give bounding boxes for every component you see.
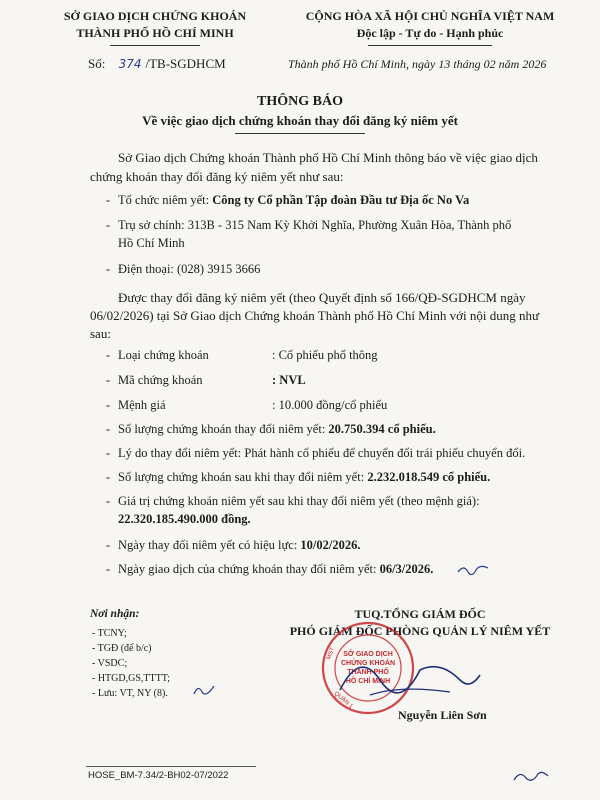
- total-qty-label: Số lượng chứng khoán sau khi thay đổi niêm yết:: [118, 470, 365, 484]
- hq-line-2: Hồ Chí Minh: [118, 236, 185, 250]
- trading-label: Ngày giao dịch của chứng khoán thay đổi niêm yết:: [118, 562, 377, 576]
- total-quantity-row: - Số lượng chứng khoán sau khi thay đổi niêm yết: 2.232.018.549 cổ phiếu.: [106, 470, 491, 484]
- reason-row: - Lý do thay đổi niêm yết: Phát hành cổ phiếu để chuyển đổi trái phiếu chuyển đổi.: [106, 446, 526, 460]
- svg-text:MST: MST: [326, 646, 337, 661]
- effective-value: 10/02/2026.: [300, 538, 361, 552]
- org-line-2: THÀNH PHỐ HỒ CHÍ MINH: [76, 26, 234, 40]
- decision-line-1: Được thay đổi đăng ký niêm yết (theo Quyết định số 166/QĐ-SGDHCM ngày: [118, 290, 526, 305]
- trading-value: 06/3/2026.: [379, 562, 434, 576]
- form-code: HOSE_BM-7.34/2-BH02-07/2022: [88, 770, 229, 781]
- security-type-row: - Loại chứng khoán: [106, 348, 209, 362]
- recipients-title: Nơi nhận:: [90, 608, 140, 620]
- number-suffix: /TB-SGDHCM: [145, 56, 226, 71]
- effective-label: Ngày thay đổi niêm yết có hiệu lực:: [118, 538, 298, 552]
- par-value: : 10.000 đồng/cổ phiếu: [272, 398, 388, 412]
- recipient-item: - TGĐ (để b/c): [92, 643, 152, 654]
- initials-mark: [456, 562, 490, 578]
- place-date: Thành phố Hồ Chí Minh, ngày 13 tháng 02 năm 2026: [288, 57, 547, 71]
- recipient-item: - Lưu: VT, NY (8).: [92, 688, 168, 699]
- type-label: Loại chứng khoán: [118, 348, 209, 362]
- nation-header: [280, 8, 580, 42]
- footer-rule: [86, 766, 256, 767]
- par-value-row: - Mệnh giá: [106, 398, 166, 412]
- recipient-item: - VSDC;: [92, 658, 128, 669]
- type-value: : Cổ phiếu phổ thông: [272, 348, 378, 362]
- archive-initials-mark: [192, 682, 216, 698]
- signature-line-2: PHÓ GIÁM ĐỐC PHÒNG QUẢN LÝ NIÊM YẾT: [289, 624, 551, 638]
- security-code-row: - Mã chứng khoán: [106, 373, 203, 387]
- trading-date-row: - Ngày giao dịch của chứng khoán thay đổi niêm yết: 06/3/2026.: [106, 562, 434, 576]
- listed-value-row: - Giá trị chứng khoán niêm yết sau khi thay đổi niêm yết (theo mệnh giá):: [106, 494, 480, 508]
- reason-value: Phát hành cổ phiếu để chuyển đổi trái phiếu chuyển đổi.: [244, 446, 526, 460]
- changed-qty-label: Số lượng chứng khoán thay đổi niêm yết:: [118, 422, 326, 436]
- handwritten-signature: [330, 640, 490, 710]
- decision-line-3: sau:: [90, 326, 111, 341]
- listed-value-label: Giá trị chứng khoán niêm yết sau khi thay đổi niêm yết (theo mệnh giá):: [118, 494, 480, 508]
- recipient-item: - TCNY;: [92, 628, 127, 639]
- phone-text: Điện thoại: (028) 3915 3666: [118, 262, 261, 276]
- hq-line-1: Trụ sở chính: 313B - 315 Nam Kỳ Khởi Nghĩa, Phường Xuân Hòa, Thành phố: [118, 218, 512, 232]
- nation-line-2: Độc lập - Tự do - Hạnh phúc: [356, 26, 504, 40]
- svg-text:HỒ CHÍ MINH: HỒ CHÍ MINH: [345, 678, 391, 685]
- changed-qty-value: 20.750.394 cổ phiếu.: [328, 422, 436, 436]
- total-qty-value: 2.232.018.549 cổ phiếu.: [367, 470, 491, 484]
- issuer-value: Công ty Cổ phần Tập đoàn Đầu tư Địa ốc No Va: [212, 193, 470, 207]
- changed-quantity-row: - Số lượng chứng khoán thay đổi niêm yết: 20.750.394 cổ phiếu.: [106, 422, 436, 436]
- phone-row: - Điện thoại: (028) 3915 3666: [106, 262, 261, 276]
- org-header: [40, 8, 270, 42]
- org-line-1: SỞ GIAO DỊCH CHỨNG KHOÁN: [63, 9, 247, 23]
- signer-name: Nguyễn Liên Sơn: [398, 708, 487, 722]
- svg-text:SỞ GIAO DỊCH: SỞ GIAO DỊCH: [343, 651, 393, 658]
- footer-initials-mark: [510, 766, 550, 786]
- subject-underline: [235, 133, 365, 134]
- recipient-item: - HTGD,GS,TTTT;: [92, 673, 171, 684]
- listed-value-value: 22.320.185.490.000 đồng.: [118, 512, 251, 526]
- svg-text:CHỨNG KHOÁN: CHỨNG KHOÁN: [340, 660, 396, 667]
- number-handwritten: 374: [118, 57, 142, 71]
- issuer-label: Tổ chức niêm yết:: [118, 193, 210, 207]
- notice-subject: Về việc giao dịch chứng khoán thay đổi đăng ký niêm yết: [142, 113, 458, 128]
- signature-title: [270, 606, 570, 640]
- org-underline: [110, 45, 200, 46]
- reason-label: Lý do thay đổi niêm yết:: [118, 446, 242, 460]
- intro-line-2: chứng khoán thay đổi đăng ký niêm yết như sau:: [90, 169, 344, 184]
- notice-title: THÔNG BÁO: [257, 94, 343, 109]
- hq-row: - Trụ sở chính: 313B - 315 Nam Kỳ Khởi Nghĩa, Phường Xuân Hòa, Thành phố: [106, 218, 512, 232]
- svg-text:THÀNH PHỐ: THÀNH PHỐ: [347, 669, 389, 676]
- nation-line-1: CỘNG HÒA XÃ HỘI CHỦ NGHĨA VIỆT NAM: [305, 9, 555, 23]
- par-label: Mệnh giá: [118, 398, 166, 412]
- svg-text:QUẬN 1: QUẬN 1: [332, 690, 354, 710]
- document-number: [88, 56, 226, 72]
- code-label: Mã chứng khoán: [118, 373, 203, 387]
- effective-date-row: - Ngày thay đổi niêm yết có hiệu lực: 10/02/2026.: [106, 538, 361, 552]
- signature-line-1: TUQ.TỔNG GIÁM ĐỐC: [354, 607, 486, 621]
- decision-line-2: 06/02/2026) tại Sở Giao dịch Chứng khoán Thành phố Hồ Chí Minh với nội dung như: [90, 308, 540, 323]
- number-prefix: Số:: [88, 56, 106, 71]
- nation-underline: [368, 45, 492, 46]
- issuer-row: - Tổ chức niêm yết: Công ty Cổ phần Tập đoàn Đầu tư Địa ốc No Va: [106, 193, 470, 207]
- intro-line-1: Sở Giao dịch Chứng khoán Thành phố Hồ Chí Minh thông báo về việc giao dịch: [118, 150, 538, 165]
- code-value: : NVL: [272, 373, 306, 387]
